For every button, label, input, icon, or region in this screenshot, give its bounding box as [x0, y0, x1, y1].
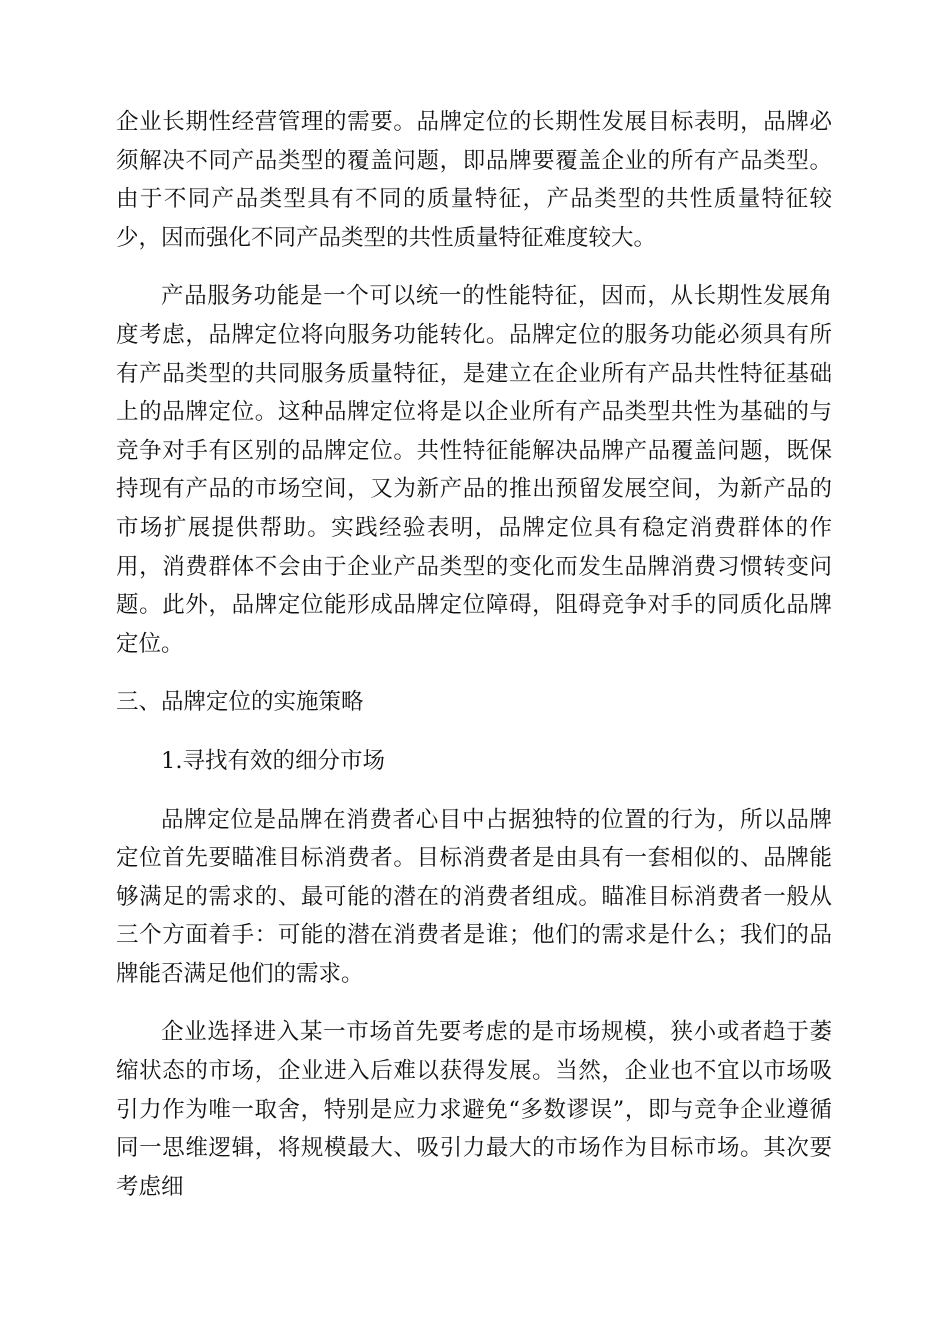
section-heading: 三、品牌定位的实施策略 [116, 689, 364, 716]
subsection-heading: 1.寻找有效的细分市场 [161, 747, 385, 774]
paragraph-service-function: 产品服务功能是一个可以统一的性能特征，因而，从长期性发展角度考虑，品牌定位将向服务功能转化。品牌定位的服务功能必须具有所有产品类型的共同服务质量特征，是建立在企业所有产品共性特征基础上的品牌定位。这种品牌定位将是以企业所有产品类型共性为基础的与竞争对手有区别的品牌定位。共性特征能解决品牌产品覆盖问题，既保持现有产品的市场空间，又为新产品的推出预留发展空间，为新产品的市场扩展提供帮助。实践经验表明，品牌定位具有稳定消费群体的作用，消费群体不会由于企业产品类型的变化而发生品牌消费习惯转变问题。此外，品牌定位能形成品牌定位障碍，阻碍竞争对手的同质化品牌定位。 [116, 283, 832, 657]
document-body [116, 103, 832, 1226]
paragraph-continuation: 企业长期性经营管理的需要。品牌定位的长期性发展目标表明，品牌必须解决不同产品类型的覆盖问题，即品牌要覆盖企业的所有产品类型。由于不同产品类型具有不同的质量特征，产品类型的共性质量特征较少，因而强化不同产品类型的共性质量特征难度较大。 [116, 109, 832, 251]
paragraph-target-consumers: 品牌定位是品牌在消费者心目中占据独特的位置的行为，所以品牌定位首先要瞄准目标消费者。目标消费者是由具有一套相似的、品牌能够满足的需求的、最可能的潜在的消费者组成。瞄准目标消费者一般从三个方面着手：可能的潜在消费者是谁；他们的需求是什么；我们的品牌能否满足他们的需求。 [116, 806, 832, 987]
paragraph-market-selection: 企业选择进入某一市场首先要考虑的是市场规模，狭小或者趋于萎缩状态的市场，企业进入后难以获得发展。当然，企业也不宜以市场吸引力作为唯一取舍，特别是应力求避免“多数谬误”，即与竞争企业遵循同一思维逻辑，将规模最大、吸引力最大的市场作为目标市场。其次要考虑细 [116, 1019, 832, 1200]
